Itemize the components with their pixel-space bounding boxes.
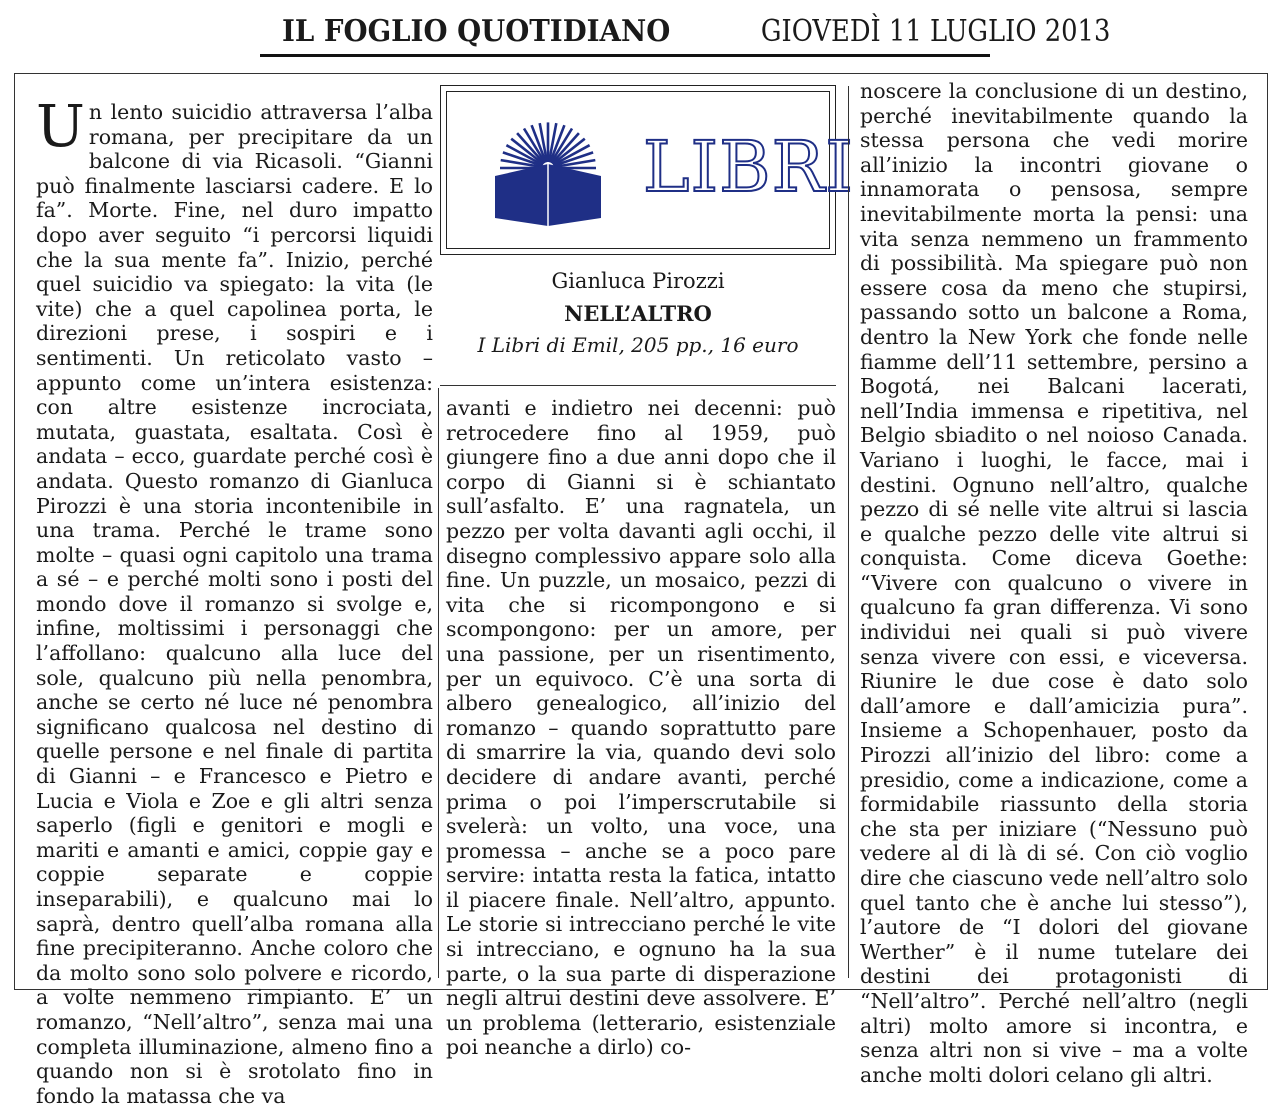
issue-date: GIOVEDÌ 11 LUGLIO 2013 bbox=[760, 14, 1111, 49]
drop-cap: U bbox=[36, 92, 85, 160]
open-book-icon bbox=[487, 114, 609, 230]
book-title: NELL’ALTRO bbox=[564, 301, 712, 326]
section-logo-inner-frame bbox=[446, 91, 854, 249]
column-divider bbox=[848, 86, 849, 978]
book-publisher-info: I Libri di Emil, 205 pp., 16 euro bbox=[477, 333, 799, 357]
masthead bbox=[282, 14, 1111, 54]
book-details bbox=[440, 262, 836, 360]
book-info-rule bbox=[440, 385, 836, 386]
newspaper-title: IL FOGLIO QUOTIDIANO bbox=[282, 14, 671, 49]
article-column-1 bbox=[36, 92, 433, 1108]
article-column-3 bbox=[860, 79, 1248, 1087]
masthead-rule bbox=[260, 54, 990, 57]
section-name: LIBRI bbox=[643, 126, 854, 208]
column-text: avanti e indietro nei decenni: può retrocedere fino al 1959, può giungere fino a due anni dopo che il corpo di Gianni si è schiantato sull’asfalto. E’ una ragnatela, un pezzo per volta davanti agli occhi, il disegno complessivo appare solo alla fine. Un puzzle, un mosaico, pezzi di vita che si ricompongono e si scompongono: per un amore, per una passione, per un risentimento, per un equivoco. C’è una sorta di albero genealogico, all’inizio del romanzo – quando soprattutto pare di smarrire la via, quando devi solo decidere di andare avanti, perché prima o poi l’imperscrutabile si svelerà: un volto, una voce, una promessa – anche se a poco pare servire: intatta resta la fatica, intatto il piacere finale. Nell’altro, appunto. Le storie si intrecciano perché le vite si intrecciano, e ognuno ha la sua parte, o la sua parte di disperazione negli altrui destini deve assolvere. E’ un problema (letterario, esistenziale poi neanche a dirlo) co- bbox=[446, 396, 836, 1060]
book-author: Gianluca Pirozzi bbox=[551, 269, 725, 293]
column-text: noscere la conclusione di un destino, perché inevitabilmente quando la stessa persona che vedi morire all’inizio la incontri giovane o innamorata o pensosa, sempre inevitabilmente morta la pensi: una vita senza nemmeno un frammento di possibilità. Ma spiegare può non essere cosa da meno che stupirsi, passando sotto un balcone a Roma, dentro la New York che fonde nelle fiamme dell’11 settembre, persino a Bogotá, nei Balcani lacerati, nell’India immensa e ripetitiva, nel Belgio sbiadito o nel noioso Canada. Variano i luoghi, le facce, mai i destini. Ognuno nell’altro, qualche pezzo di sé nelle vite altrui si lascia e qualche pezzo delle vite altrui si conquista. Come diceva Goethe: “Vivere con qualcuno o vivere in qualcuno fa gran differenza. Vi sono individui nei quali si può vivere senza vivere con essi, e viceversa. Riunire le due cose è dato solo dall’amore e dall’amicizia pura”. Insieme a Schopenhauer, posto da Pirozzi all’inizio del libro: come a presidio, come a indicazione, come a formidabile riassunto della storia che sta per iniziare (“Nessuno può vedere al di là di sé. Con ciò voglio dire che ciascuno vede nell’altro solo quel tanto che è anche lui stesso”), l’autore de “I dolori del giovane Werther” è il nume tutelare dei destini dei protagonisti di “Nell’altro”. Perché nell’altro (negli altri) molto amore si incontra, e senza altri non si vive – ma a volte anche molti dolori celano gli altri. bbox=[860, 79, 1248, 1087]
section-logo-box bbox=[440, 85, 854, 255]
article-column-2 bbox=[446, 396, 836, 1060]
column-text: n lento suicidio attraversa l’alba romana, per precipitare da un balcone di via Ricasoli. “Gianni può finalmente lasciarsi cadere. E lo fa”. Morte. Fine, nel duro impatto dopo aver seguito “i percorsi liquidi che la sua mente fa”. Inizio, perché quel suicidio va spiegato: la vita (le vite) che a quel capolinea porta, le direzioni prese, i sospiri e i sentimenti. Un reticolato vasto – appunto come un’intera esistenza: con altre esistenze incrociata, mutata, guastata, esaltata. Così è andata – ecco, guardate perché così è andata. Questo romanzo di Gianluca Pirozzi è una storia incontenibile in una trama. Perché le trame sono molte – quasi ogni capitolo una trama a sé – e perché molti sono i posti del mondo dove il romanzo si svolge e, infine, moltissimi i personaggi che l’affollano: qualcuno alla luce del sole, qualcuno più nella penombra, anche se certo né luce né penombra significano qualcosa nel destino di quelle persone e nel finale di partita di Gianni – e Francesco e Pietro e Lucia e Viola e Zoe e gli altri senza saperlo (figli e genitori e mogli e mariti e amanti e amici, coppie gay e coppie separate e coppie inseparabili), e qualcuno mai lo saprà, dentro quell’alba romana alla fine precipiteranno. Anche coloro che da molto sono solo polvere e ricordo, a volte nemmeno rimpianto. E’ un romanzo, “Nell’altro”, senza mai una completa illuminazione, almeno fino a quando non si è srotolato fino in fondo la matassa che va bbox=[36, 100, 433, 1108]
column-divider bbox=[438, 388, 439, 978]
